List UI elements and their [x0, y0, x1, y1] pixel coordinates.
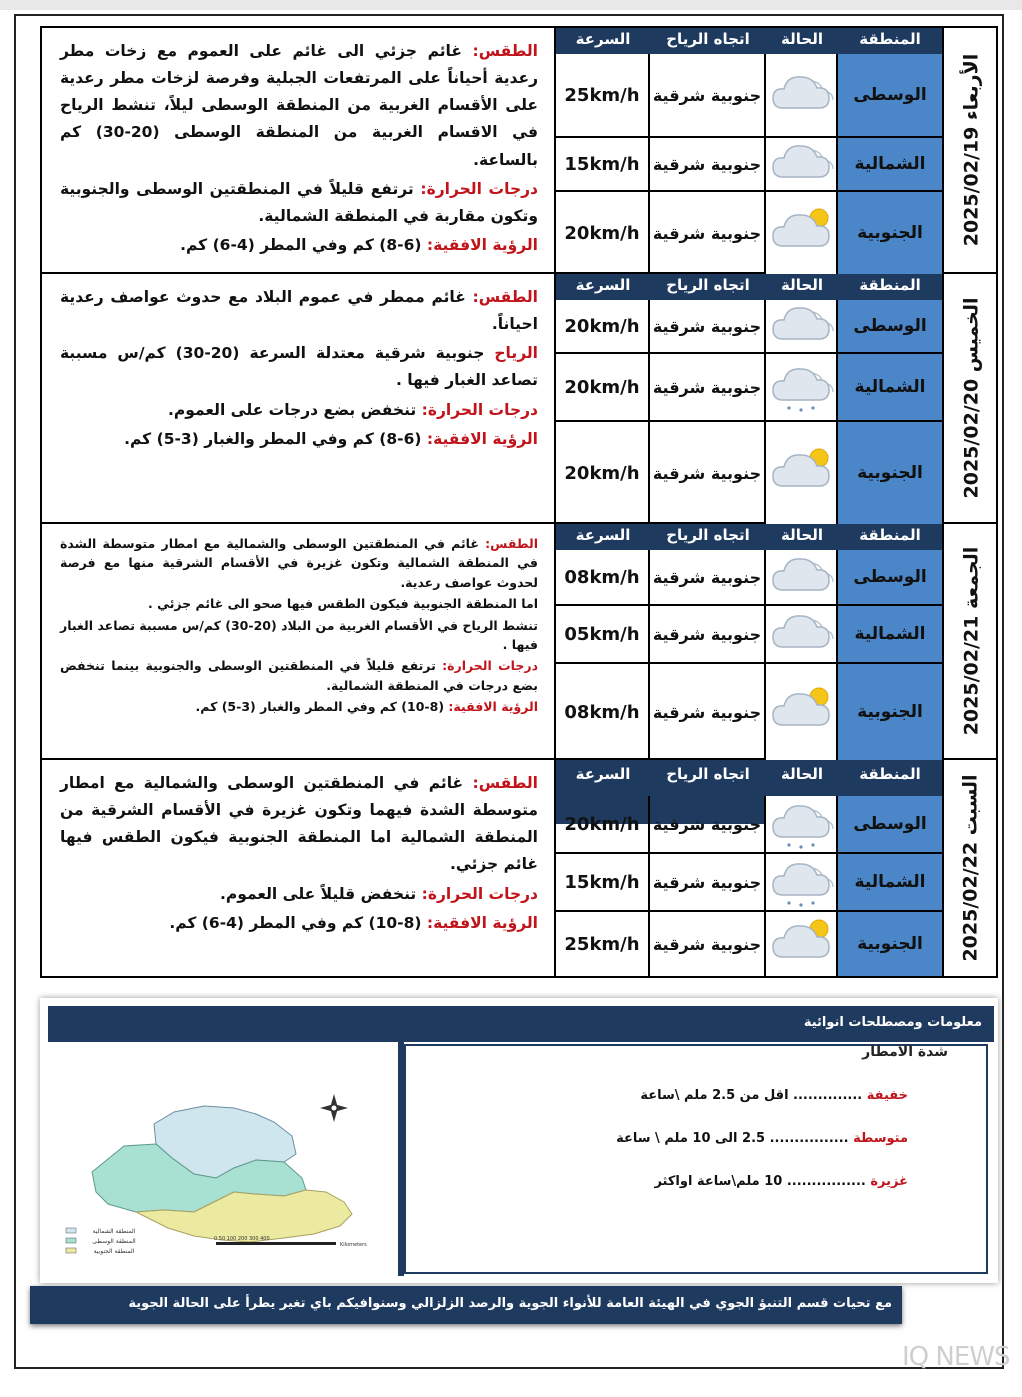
rain-light-text: .............. اقل من 2.5 ملم \ساعة — [640, 1088, 867, 1103]
region-name: الشمالية — [838, 606, 942, 664]
forecast-description — [42, 274, 556, 522]
forecast-text: (6-8) كم وفي المطر والغبار (3-5) كم. — [124, 429, 427, 448]
header-speed: السرعة — [575, 276, 631, 294]
forecast-label: الطقس: — [472, 42, 538, 60]
rain-heavy-text: ................ 10 ملم\ساعة اواكثر — [654, 1174, 871, 1189]
legend-swatch-central — [66, 1238, 76, 1243]
wind-direction: جنوبية شرقية — [650, 912, 766, 976]
region-name: الوسطى — [838, 550, 942, 606]
forecast-paragraph — [60, 340, 538, 394]
cloudy-icon — [765, 293, 837, 359]
forecast-paragraph — [60, 38, 538, 174]
region-name: الوسطى — [838, 54, 942, 138]
header-region: المنطقة — [859, 765, 921, 783]
wind-speed: 08km/h — [556, 664, 650, 760]
wind-speed: 08km/h — [556, 550, 650, 606]
regions-table — [556, 524, 942, 758]
forecast-table — [40, 26, 998, 978]
forecast-paragraph — [60, 426, 538, 453]
forecast-description — [42, 28, 556, 272]
weather-status — [766, 606, 838, 664]
wind-direction: جنوبية شرقية — [650, 606, 766, 664]
table-header — [556, 28, 942, 54]
rain-intensity-title: شدة الامطار — [862, 1044, 948, 1060]
rain-medium-label: متوسطة — [853, 1131, 908, 1146]
wind-direction: جنوبية شرقية — [650, 192, 766, 274]
info-title: معلومات ومصطلحات انوائية — [803, 1015, 982, 1030]
forecast-label: درجات الحرارة: — [442, 658, 538, 674]
forecast-paragraph — [60, 284, 538, 338]
table-header — [556, 274, 942, 300]
forecast-text: غائم جزئي الى غائم على العموم مع زخات مطر رعدية أحياناً على المرتفعات الجبلية وفرصة لزخات مطر رعدية على الأقسام الغربية من المنطقة الوسطى ليلاً، تنشط الرياح في الاقسام الغربية من المنطقة الوسطى (20-30) كم بالساعة. — [60, 42, 538, 169]
wind-speed: 20km/h — [556, 422, 650, 524]
legend-swatch-north — [66, 1228, 76, 1233]
forecast-paragraph — [60, 594, 538, 613]
iraq-regions-map — [44, 1042, 404, 1276]
day-date-column — [942, 274, 998, 522]
forecast-paragraph — [60, 656, 538, 695]
forecast-label: الرؤية الافقية: — [426, 429, 538, 448]
rain-light-line — [640, 1088, 908, 1103]
weather-status — [766, 138, 838, 192]
forecast-text: تنشط الرياح في الأقسام الغربية من البلاد (20-30) كم/س مسببة تصاعد الغبار فيها . — [60, 617, 538, 652]
rain-light-label: خفيفة — [866, 1088, 908, 1103]
forecast-label: الرؤية الافقية: — [426, 913, 538, 932]
forecast-paragraph — [60, 176, 538, 230]
region-name: الشمالية — [838, 138, 942, 192]
day-date-column — [942, 28, 998, 272]
region-name: الجنوبية — [838, 192, 942, 274]
forecast-paragraph — [60, 770, 538, 879]
scale-bar — [216, 1242, 336, 1245]
region-name: الوسطى — [838, 796, 942, 854]
forecast-text: ترتفع قليلاً في المنطقتين الوسطى والجنوبية وتكون مقاربة في المنطقة الشمالية. — [60, 179, 538, 225]
day-block — [42, 274, 996, 524]
day-date: السبت 2025/02/22 — [960, 774, 983, 962]
table-header — [556, 524, 942, 550]
partly-cloudy-icon — [765, 679, 837, 745]
rain-icon — [765, 849, 837, 915]
wind-speed: 05km/h — [556, 606, 650, 664]
forecast-text: غائم في المنطقتين الوسطى والشمالية مع امطار متوسطة الشدة فيهما وتكون غزيرة في الأقسام الشرقية من المنطقة الشمالية اما المنطقة الجنوبية فيكون الطقس فيها غائم جزئي. — [60, 774, 538, 874]
weather-status — [766, 300, 838, 354]
forecast-paragraph — [60, 697, 538, 716]
forecast-label: الطقس: — [472, 774, 538, 792]
forecast-paragraph — [60, 397, 538, 424]
forecast-text: (8-10) كم وفي المطر (4-6) كم. — [169, 913, 427, 932]
header-status: الحالة — [781, 765, 823, 783]
wind-direction: جنوبية شرقية — [650, 854, 766, 912]
header-wind-dir: اتجاه الرياح — [666, 765, 750, 783]
wind-direction: جنوبية شرقية — [650, 138, 766, 192]
rain-icon — [765, 791, 837, 857]
cloudy-icon — [765, 131, 837, 197]
weather-status — [766, 422, 838, 524]
header-speed: السرعة — [575, 30, 631, 48]
wind-speed: 20km/h — [556, 300, 650, 354]
rain-icon — [765, 354, 837, 420]
forecast-text: ترتفع قليلاً في المنطقتين الوسطى والجنوبية بينما تنخفض بضع درجات في المنطقة الشمالية. — [60, 658, 538, 693]
rain-heavy-line — [654, 1174, 908, 1189]
day-date-column — [942, 524, 998, 758]
forecast-text: تنخفض بضع درجات على العموم. — [168, 400, 422, 419]
day-block — [42, 524, 996, 760]
region-name: الوسطى — [838, 300, 942, 354]
forecast-label: درجات الحرارة: — [420, 179, 539, 198]
forecast-label: الطقس: — [472, 288, 538, 306]
header-speed: السرعة — [575, 526, 631, 544]
compass-rose-icon — [320, 1094, 348, 1122]
wind-speed: 15km/h — [556, 138, 650, 192]
rain-intensity-box — [404, 1044, 988, 1274]
day-block — [42, 28, 996, 274]
rain-medium-text: ................ 2.5 الى 10 ملم \ ساعة — [616, 1131, 854, 1146]
footer-banner — [30, 1286, 902, 1324]
forecast-description — [42, 760, 556, 976]
partly-cloudy-icon — [765, 911, 837, 977]
scale-unit: Kilometers — [340, 1242, 367, 1248]
header-status: الحالة — [781, 30, 823, 48]
forecast-label: درجات الحرارة: — [421, 884, 538, 903]
regions-table — [556, 274, 942, 522]
legend-south: المنطقة الجنوبية — [93, 1248, 135, 1255]
top-strip — [0, 0, 1022, 10]
watermark: IQ NEWS — [902, 1342, 1010, 1372]
weather-status — [766, 354, 838, 422]
region-name: الجنوبية — [838, 664, 942, 760]
wind-speed: 20km/h — [556, 796, 650, 854]
forecast-text: اما المنطقة الجنوبية فيكون الطقس فيها صحو الى غائم جزئي . — [147, 596, 538, 612]
weather-status — [766, 54, 838, 138]
forecast-paragraph — [60, 910, 538, 937]
forecast-text: جنوبية شرقية معتدلة السرعة (20-30) كم/س مسببة تصاعد الغبار فيها . — [60, 344, 538, 390]
legend-swatch-south — [66, 1248, 76, 1253]
weather-status — [766, 912, 838, 976]
wind-direction: جنوبية شرقية — [650, 796, 766, 854]
wind-speed: 25km/h — [556, 912, 650, 976]
footer-text: مع تحيات قسم التنبؤ الجوي في الهيئة العامة للأنواء الجوية والرصد الزلزالي وسنوافيكم باي تغير يطرأ على الحالة الجوية — [128, 1296, 892, 1311]
wind-speed: 20km/h — [556, 354, 650, 422]
day-date: الجمعة 2025/02/21 — [960, 546, 982, 736]
day-block — [42, 760, 996, 976]
wind-direction: جنوبية شرقية — [650, 354, 766, 422]
forecast-paragraph — [60, 534, 538, 592]
day-date: الخميس 2025/02/20 — [960, 297, 983, 499]
header-speed: السرعة — [575, 765, 631, 783]
forecast-paragraph — [60, 616, 538, 655]
legend-north: المنطقة الشمالية — [92, 1228, 136, 1235]
rain-heavy-label: غزيرة — [870, 1174, 908, 1189]
header-wind-dir: اتجاه الرياح — [666, 526, 750, 544]
weather-status — [766, 664, 838, 760]
weather-status — [766, 796, 838, 854]
map-svg — [44, 1042, 398, 1276]
header-region: المنطقة — [859, 276, 921, 294]
weather-status — [766, 854, 838, 912]
region-name: الجنوبية — [838, 422, 942, 524]
partly-cloudy-icon — [765, 440, 837, 506]
forecast-text: تنخفض قليلاً على العموم. — [220, 884, 422, 903]
wind-direction: جنوبية شرقية — [650, 54, 766, 138]
wind-speed: 15km/h — [556, 854, 650, 912]
forecast-text: غائم ممطر في عموم البلاد مع حدوث عواصف رعدية احياناً. — [60, 288, 538, 334]
wind-speed: 20km/h — [556, 192, 650, 274]
cloudy-icon — [765, 62, 837, 128]
forecast-label: درجات الحرارة: — [421, 400, 538, 419]
scale-labels: 0 50 100 200 300 400 — [214, 1236, 270, 1242]
wind-direction: جنوبية شرقية — [650, 664, 766, 760]
header-region: المنطقة — [859, 30, 921, 48]
forecast-label: الرؤية الافقية: — [448, 699, 538, 714]
wind-direction: جنوبية شرقية — [650, 300, 766, 354]
regions-table — [556, 28, 942, 272]
header-region: المنطقة — [859, 526, 921, 544]
cloudy-icon — [765, 601, 837, 667]
legend-central: المنطقة الوسطى — [92, 1238, 136, 1245]
day-date-column — [942, 760, 998, 976]
region-name: الشمالية — [838, 854, 942, 912]
forecast-label: الرياح — [494, 344, 538, 363]
weather-status — [766, 192, 838, 274]
wind-direction: جنوبية شرقية — [650, 422, 766, 524]
forecast-label: الطقس: — [485, 536, 538, 551]
rain-medium-line — [616, 1131, 908, 1146]
info-title-bar — [48, 1006, 994, 1042]
forecast-text: غائم في المنطقتين الوسطى والشمالية مع امطار متوسطة الشدة في المنطقة الشمالية وتكون غزيرة في الأقسام الشرقية منها مع فرصة لحدوث عواصف رعدية. — [60, 536, 538, 590]
forecast-description — [42, 524, 556, 758]
header-wind-dir: اتجاه الرياح — [666, 30, 750, 48]
forecast-text: (6-8) كم وفي المطر (4-6) كم. — [180, 235, 427, 254]
region-name: الجنوبية — [838, 912, 942, 976]
forecast-text: (8-10) كم وفي المطر والغبار (3-5) كم. — [195, 699, 449, 714]
header-status: الحالة — [781, 276, 823, 294]
wind-speed: 25km/h — [556, 54, 650, 138]
forecast-paragraph — [60, 881, 538, 908]
header-wind-dir: اتجاه الرياح — [666, 276, 750, 294]
wind-direction: جنوبية شرقية — [650, 550, 766, 606]
day-date: الأربعاء 2025/02/19 — [960, 53, 982, 247]
partly-cloudy-icon — [765, 200, 837, 266]
regions-table — [556, 760, 942, 976]
weather-status — [766, 550, 838, 606]
header-status: الحالة — [781, 526, 823, 544]
forecast-label: الرؤية الافقية: — [426, 235, 538, 254]
forecast-paragraph — [60, 232, 538, 259]
region-name: الشمالية — [838, 354, 942, 422]
